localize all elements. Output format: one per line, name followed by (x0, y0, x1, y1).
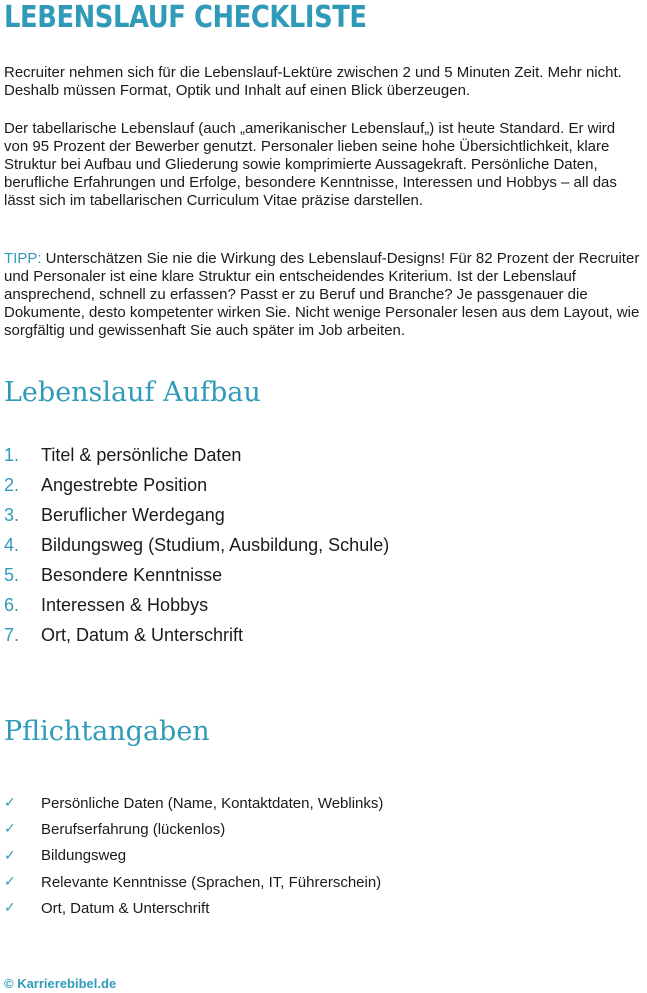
pflicht-list (4, 790, 383, 921)
list-item-text: Relevante Kenntnisse (Sprachen, IT, Führerschein) (41, 873, 382, 891)
list-item-text: Ort, Datum & Unterschrift (41, 624, 244, 645)
list-item (4, 895, 383, 921)
checkmark-icon: ✓ (4, 847, 16, 864)
list-number: 1. (4, 444, 20, 465)
list-number: 7. (4, 624, 20, 645)
pflicht-heading: Pflichtangaben (4, 716, 210, 747)
list-item (4, 500, 389, 530)
list-item (4, 470, 389, 500)
page-title: LEBENSLAUF CHECKLISTE (4, 0, 367, 35)
intro-paragraph: Recruiter nehmen sich für die Lebenslauf-Lektüre zwischen 2 und 5 Minuten Zeit. Mehr nicht. Deshalb müssen Format, Optik und Inhalt auf einen Blick überzeugen. (4, 64, 622, 99)
list-item (4, 620, 389, 650)
list-item-text: Titel & persönliche Daten (41, 444, 242, 465)
list-item-text: Besondere Kenntnisse (41, 564, 223, 585)
checkmark-icon: ✓ (4, 795, 16, 812)
list-item-text: Bildungsweg (41, 847, 127, 865)
list-item-text: Berufserfahrung (lückenlos) (41, 820, 226, 838)
list-number: 3. (4, 504, 20, 525)
copyright-footer: © Karrierebibel.de (4, 976, 117, 991)
list-item-text: Bildungsweg (Studium, Ausbildung, Schule) (41, 534, 390, 555)
list-number: 2. (4, 474, 20, 495)
tip-paragraph (4, 250, 642, 340)
list-number: 5. (4, 564, 20, 585)
standard-paragraph: Der tabellarische Lebenslauf (auch „amerikanischer Lebenslauf„) ist heute Standard. Er wird von 95 Prozent der Bewerber genutzt. Personaler lieben seine hohe Übersichtlichkeit, klare Struktur bei Aufbau und Gliederung sowie komprimierte Aussagekraft. Persönliche Daten, berufliche Erfahrungen und Erfolge, besondere Kenntnisse, Interessen und Hobbys – all das lässt sich im tabellarischen Curriculum Vitae präzise darstellen. (4, 120, 617, 209)
aufbau-heading: Lebenslauf Aufbau (4, 377, 261, 408)
list-item (4, 869, 383, 895)
list-item-text: Interessen & Hobbys (41, 594, 209, 615)
list-item (4, 560, 389, 590)
aufbau-list (4, 440, 389, 650)
list-item (4, 590, 389, 620)
list-number: 4. (4, 534, 20, 555)
checkmark-icon: ✓ (4, 900, 16, 917)
list-item (4, 843, 383, 869)
list-item (4, 790, 383, 816)
list-item (4, 816, 383, 842)
checkmark-icon: ✓ (4, 874, 16, 891)
list-item-text: Angestrebte Position (41, 474, 208, 495)
tip-text: Unterschätzen Sie nie die Wirkung des Lebenslauf-Designs! Für 82 Prozent der Recruiter und Personaler ist eine klare Struktur ein entscheidendes Kriterium. Ist der Lebenslauf ansprechend, schnell zu erfassen? Passt er zu Beruf und Branche? Je passgenauer die Dokumente, desto kompetenter wirken Sie. Nicht wenige Personaler lesen aus dem Layout, wie sorgfältig und gewissenhaft Sie auch später im Job arbeiten. (4, 250, 640, 339)
checkmark-icon: ✓ (4, 821, 16, 838)
list-item-text: Persönliche Daten (Name, Kontaktdaten, Weblinks) (41, 794, 384, 812)
list-item (4, 440, 389, 470)
list-number: 6. (4, 594, 20, 615)
list-item (4, 530, 389, 560)
list-item-text: Ort, Datum & Unterschrift (41, 899, 210, 917)
tip-label: TIPP: (4, 250, 42, 267)
list-item-text: Beruflicher Werdegang (41, 504, 225, 525)
